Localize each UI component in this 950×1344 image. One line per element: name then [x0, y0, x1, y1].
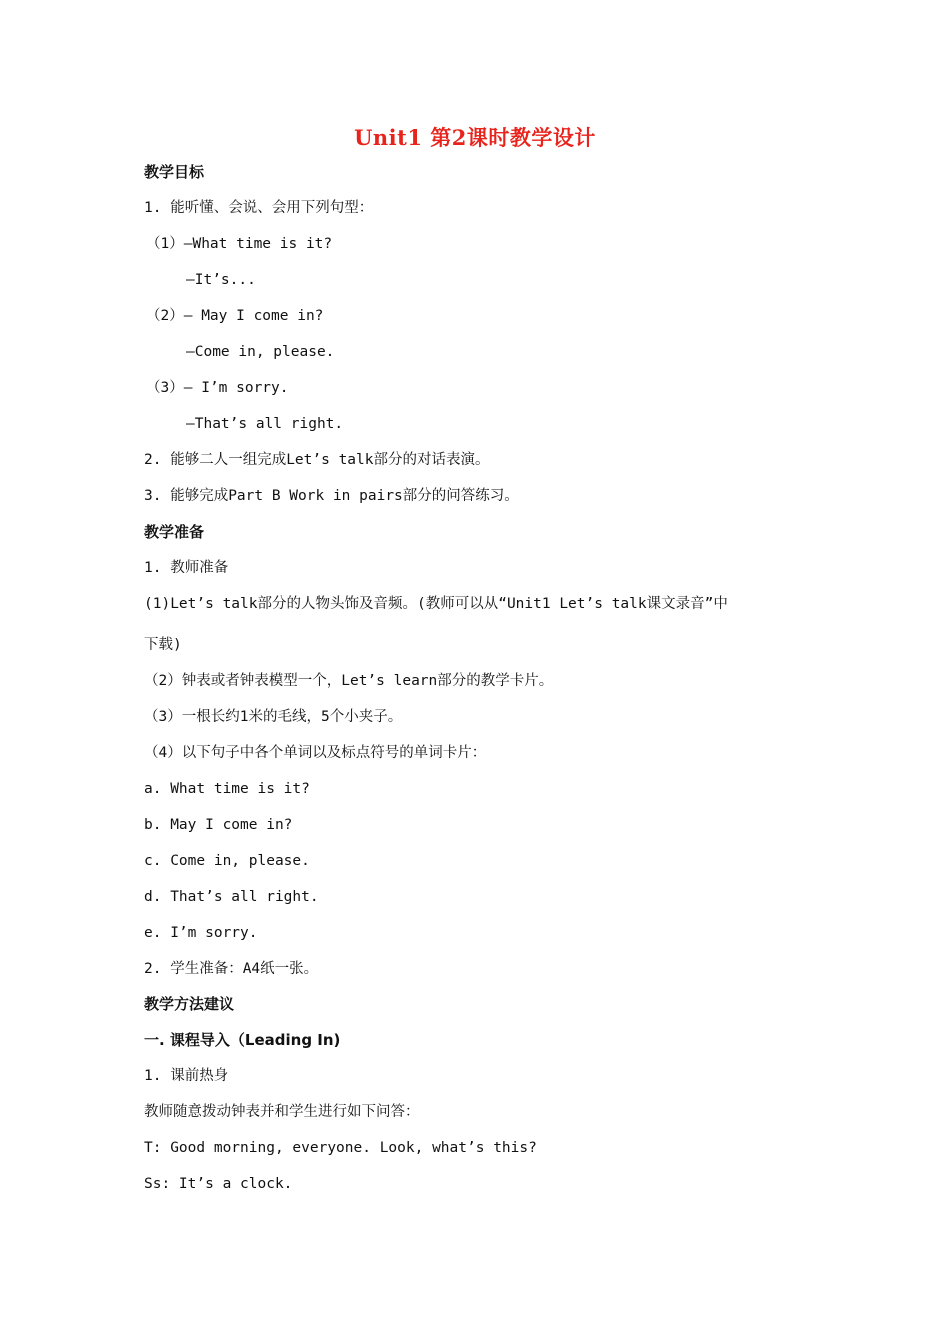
- prep-item: 1. 教师准备: [144, 560, 229, 576]
- sentence-answer: —It’s...: [186, 272, 256, 288]
- warmup-description: 教师随意拨动钟表并和学生进行如下问答：: [144, 1104, 420, 1120]
- prep-subitem: （4）以下句子中各个单词以及标点符号的单词卡片：: [144, 745, 487, 761]
- prep-item: 2. 学生准备：A4纸一张。: [144, 961, 319, 977]
- prep-subitem: （2）钟表或者钟表模型一个，Let’s learn部分的教学卡片。: [144, 673, 554, 689]
- sentence-question: （1）—What time is it?: [146, 236, 333, 252]
- word-card-sentence: d. That’s all right.: [144, 889, 319, 905]
- word-card-sentence: e. I’m sorry.: [144, 925, 258, 941]
- sentence-question: （2）— May I come in?: [146, 308, 324, 324]
- prep-subitem-continued: 下载): [144, 637, 182, 653]
- word-card-sentence: c. Come in, please.: [144, 853, 310, 869]
- word-card-sentence: b. May I come in?: [144, 817, 293, 833]
- document-title: Unit1 第2课时教学设计: [354, 125, 596, 150]
- section-heading-methods: 教学方法建议: [144, 995, 235, 1013]
- section-heading-preparation: 教学准备: [144, 523, 205, 541]
- dialog-students-line: Ss: It’s a clock.: [144, 1176, 293, 1192]
- prep-subitem: （3）一根长约1米的毛线，5个小夹子。: [144, 709, 403, 725]
- goal-item: 2. 能够二人一组完成Let’s talk部分的对话表演。: [144, 452, 490, 468]
- sentence-answer: —Come in, please.: [186, 344, 335, 360]
- sentence-question: （3）— I’m sorry.: [146, 380, 289, 396]
- goal-item: 1. 能听懂、会说、会用下列句型：: [144, 200, 374, 216]
- dialog-teacher-line: T: Good morning, everyone. Look, what’s this?: [144, 1140, 537, 1156]
- section-heading-goals: 教学目标: [144, 163, 205, 181]
- prep-subitem: (1)Let’s talk部分的人物头饰及音频。(教师可以从“Unit1 Let’s talk课文录音”中: [144, 596, 728, 612]
- section-heading-leading-in: 一. 课程导入（Leading In): [144, 1031, 341, 1049]
- goal-item: 3. 能够完成Part B Work in pairs部分的问答练习。: [144, 488, 519, 504]
- warmup-item: 1. 课前热身: [144, 1068, 229, 1084]
- word-card-sentence: a. What time is it?: [144, 781, 310, 797]
- sentence-answer: —That’s all right.: [186, 416, 344, 432]
